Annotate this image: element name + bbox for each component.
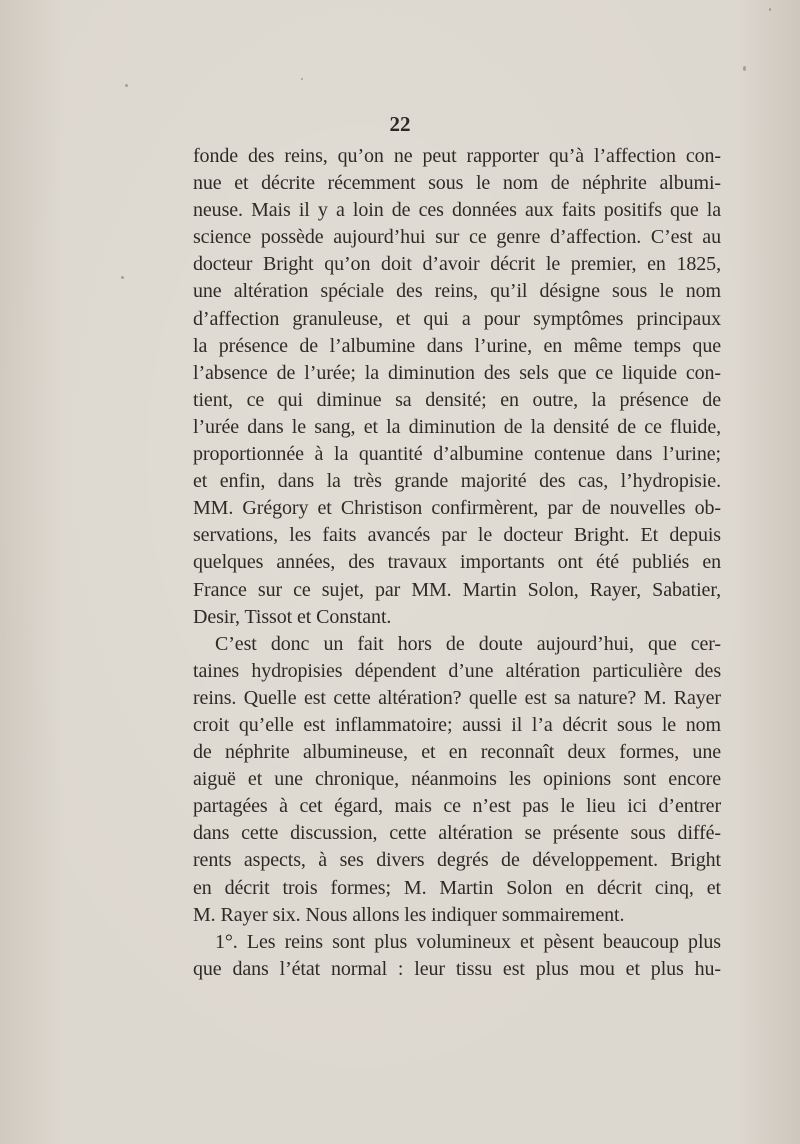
text-line: taines hydropisies dépendent d’une altération particulière des [193,659,721,682]
ink-speck [743,66,746,71]
text-line: rents aspects, à ses divers degrés de développement. Bright [193,849,721,872]
text-line: dans cette discussion, cette altération se présente sous diffé- [193,822,721,845]
text-line: reins. Quelle est cette altération? quelle est sa nature? M. Rayer [193,686,721,709]
text-line: tient, ce qui diminue sa densité; en outre, la présence de [193,388,721,411]
text-line: aiguë et une chronique, néanmoins les opinions sont encore [193,768,721,791]
text-line: neuse. Mais il y a loin de ces données aux faits positifs que la [193,199,721,222]
text-line: servations, les faits avancés par le docteur Bright. Et depuis [193,524,721,547]
text-line: docteur Bright qu’on doit d’avoir décrit le premier, en 1825, [193,253,721,276]
text-line: croit qu’elle est inflammatoire; aussi il l’a décrit sous le nom [193,713,721,736]
ink-speck [301,78,303,80]
text-line: fonde des reins, qu’on ne peut rapporter qu’à l’affection con- [193,145,721,167]
paragraph-start-line: 1°. Les reins sont plus volumineux et pèsent beaucoup plus [215,930,721,953]
body-text [193,143,721,983]
text-line: nue et décrite récemment sous le nom de néphrite albumi- [193,172,721,195]
text-line: partagées à cet égard, mais ce n’est pas le lieu ici d’entrer [193,795,721,818]
text-line: de néphrite albumineuse, et en reconnaît deux formes, une [193,741,721,764]
text-line: en décrit trois formes; M. Martin Solon en décrit cinq, et [193,876,721,899]
text-line: et enfin, dans la très grande majorité des cas, l’hydropisie. [193,470,721,493]
text-line: proportionnée à la quantité d’albumine contenue dans l’urine; [193,443,721,466]
text-line: science possède aujourd’hui sur ce genre d’affection. C’est au [193,226,721,249]
text-line: l’absence de l’urée; la diminution des sels que ce liquide con- [193,361,721,384]
paragraph-end-line: Desir, Tissot et Constant. [193,605,392,628]
text-line: quelques années, des travaux importants ont été publiés en [193,551,721,574]
text-line: MM. Grégory et Christison confirmèrent, par de nouvelles ob- [193,497,721,520]
text-line: une altération spéciale des reins, qu’il désigne sous le nom [193,280,721,303]
text-line: que dans l’état normal : leur tissu est plus mou et plus hu- [193,957,721,980]
ink-speck [125,84,128,87]
paragraph-start-line: C’est donc un fait hors de doute aujourd’hui, que cer- [215,632,721,655]
text-line: l’urée dans le sang, et la diminution de la densité de ce fluide, [193,415,721,438]
page-number: 22 [389,112,411,136]
text-line: d’affection granuleuse, et qui a pour symptômes principaux [193,307,721,330]
text-line: France sur ce sujet, par MM. Martin Solon, Rayer, Sabatier, [193,578,721,601]
ink-speck [769,8,771,11]
paragraph-end-line: M. Rayer six. Nous allons les indiquer sommairement. [193,903,625,926]
text-line: la présence de l’albumine dans l’urine, en même temps que [193,334,721,357]
ink-speck [121,276,124,279]
